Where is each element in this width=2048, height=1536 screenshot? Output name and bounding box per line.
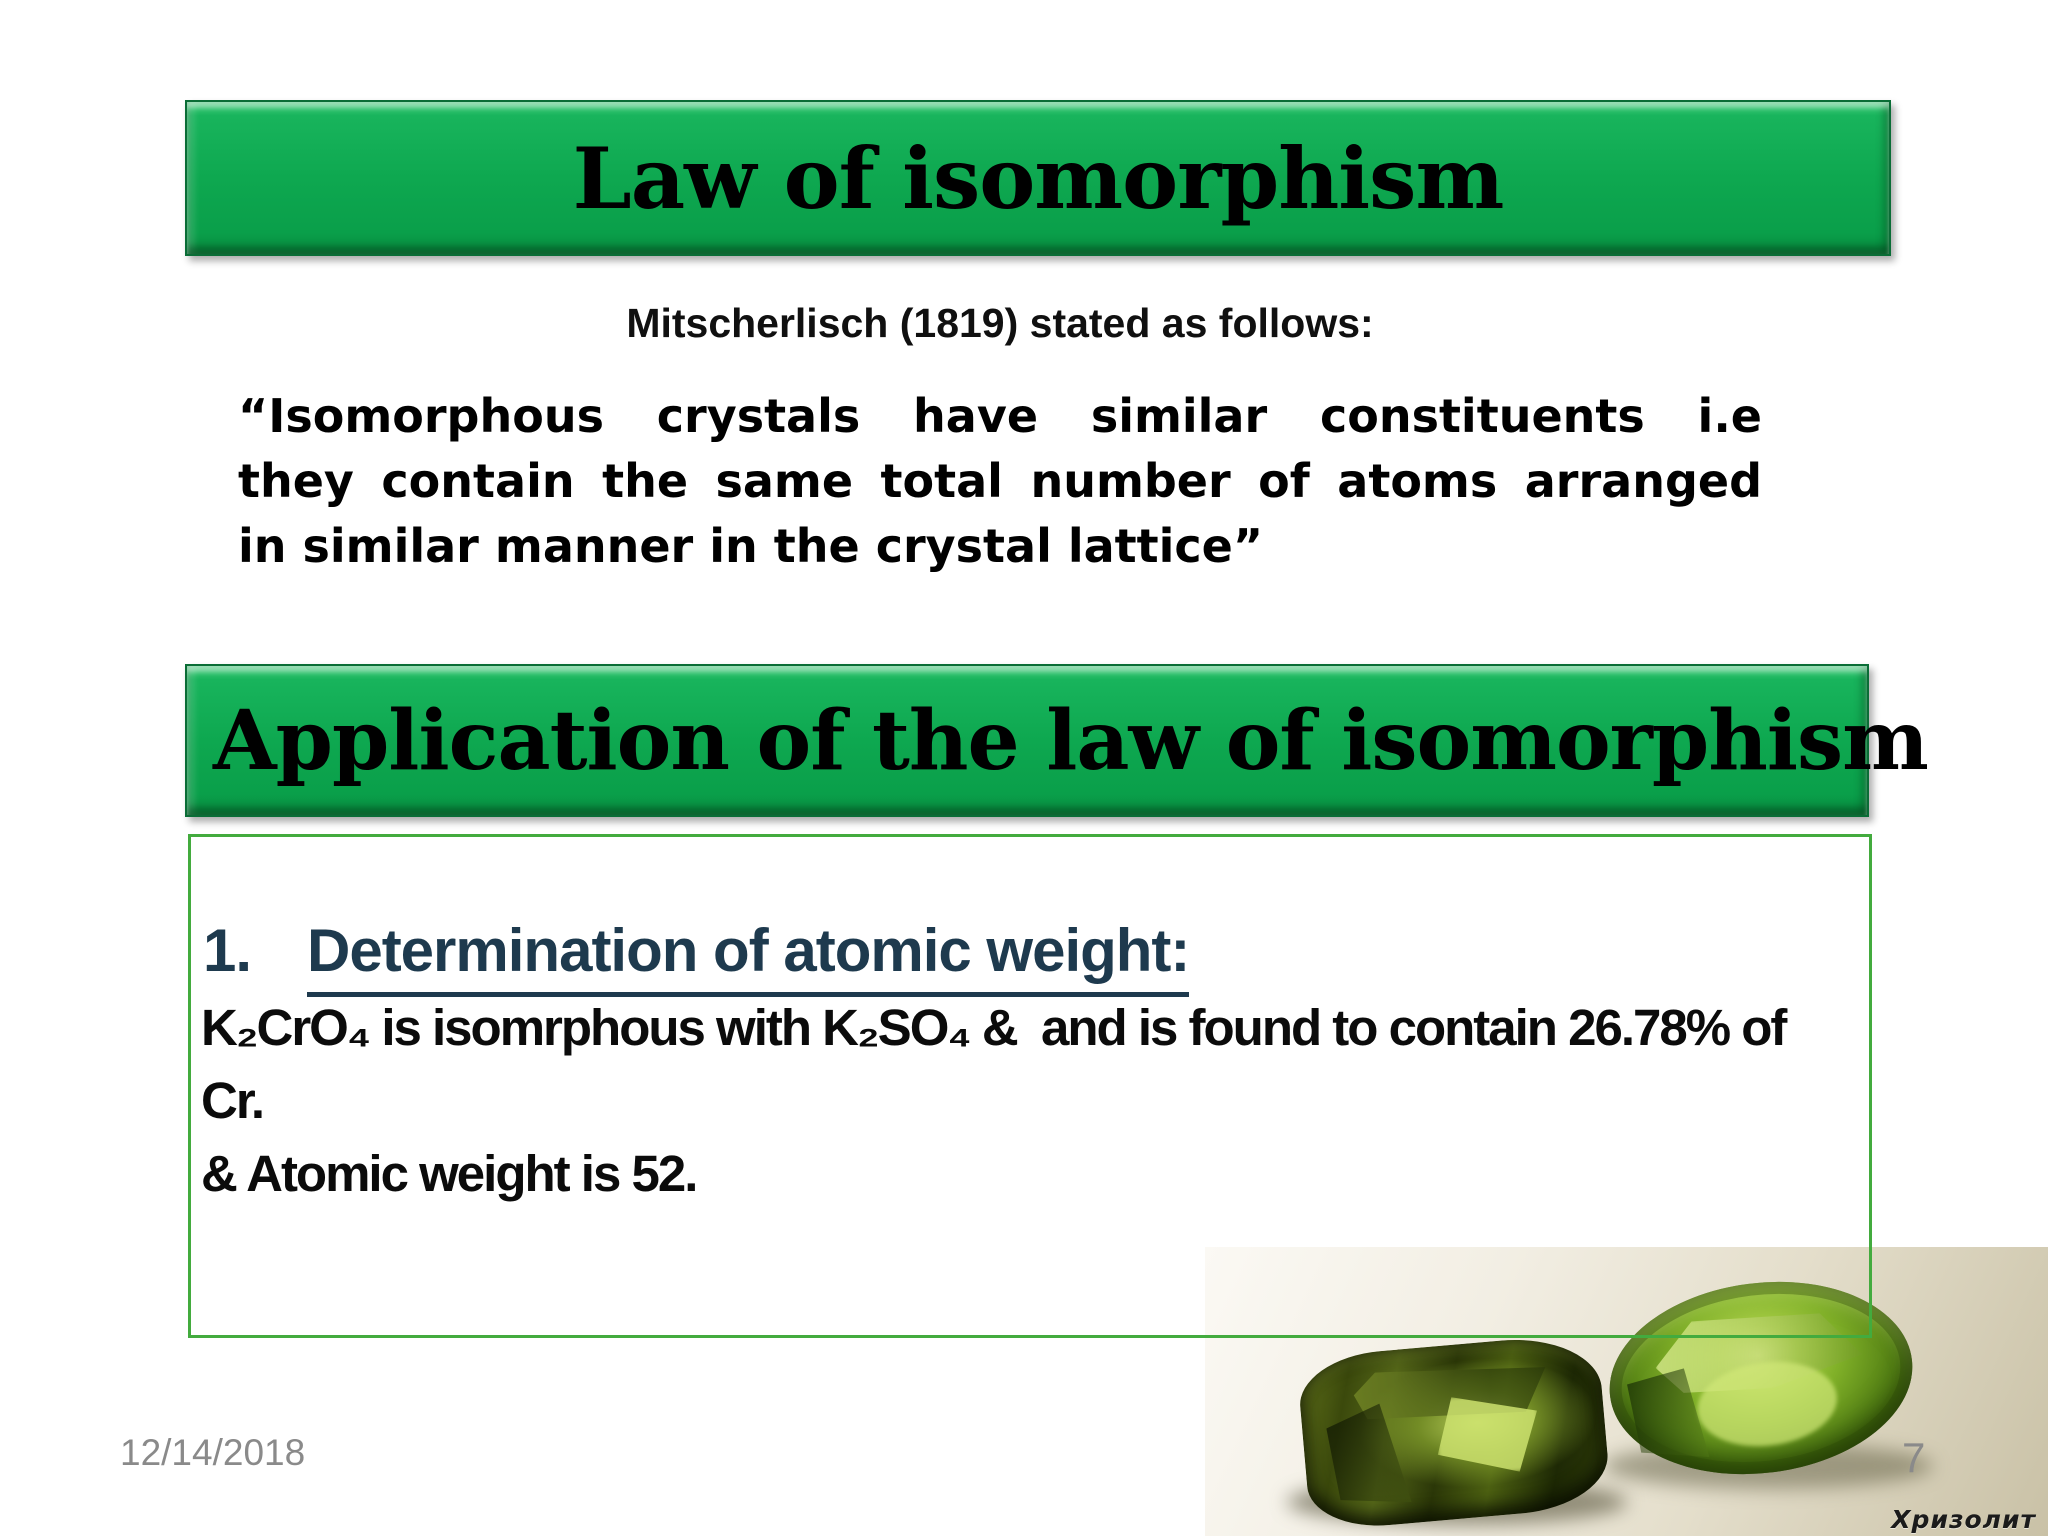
application-banner	[185, 664, 1928, 817]
application-item-heading	[203, 916, 1189, 985]
slide-page-number: 7	[1902, 1434, 1926, 1481]
quote-line-2: they contain the same total number of atoms arranged	[238, 454, 1762, 508]
quote-block	[238, 384, 1762, 579]
application-body-line-1: K₂CrO₄ is isomrphous with K₂SO₄ & and is found to contain 26.78% of	[201, 999, 1786, 1056]
item-number: 1.	[203, 917, 252, 984]
photo-watermark: Хризолит	[1891, 1505, 2036, 1534]
title-banner-text: Law of isomorphism	[572, 128, 1504, 228]
application-box-border	[188, 834, 1872, 1338]
application-banner-text: Application of the law of isomorphism	[213, 692, 1928, 789]
title-banner	[185, 100, 1891, 256]
application-body-line-2: Cr.	[201, 1072, 264, 1129]
application-body-line-3: & Atomic weight is 52.	[201, 1145, 697, 1202]
item-title: Determination of atomic weight:	[307, 917, 1189, 997]
slide-date: 12/14/2018	[120, 1432, 306, 1473]
statement-intro: Mitscherlisch (1819) stated as follows:	[626, 300, 1374, 346]
cushion-cut-peridot-gem	[1296, 1332, 1612, 1532]
quote-line-1: “Isomorphous crystals have similar constituents i.e	[238, 389, 1762, 443]
quote-line-3: in similar manner in the crystal lattice”	[238, 519, 1264, 573]
